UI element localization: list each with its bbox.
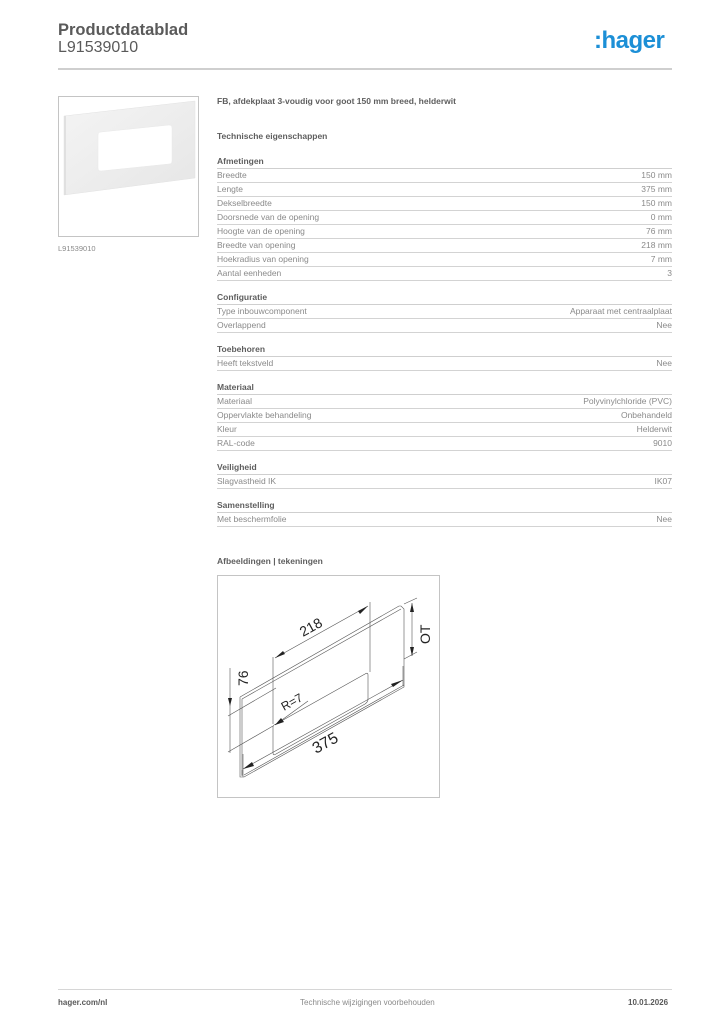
section-title: Afmetingen — [217, 155, 672, 169]
spec-value: 0 mm — [650, 212, 672, 222]
section-toebehoren — [217, 343, 672, 371]
spec-value: 76 mm — [646, 226, 672, 236]
spec-row — [217, 513, 672, 527]
spec-row — [217, 319, 672, 333]
spec-value: Helderwit — [636, 424, 672, 434]
spec-label: Doorsnede van de opening — [217, 212, 320, 222]
dimension-drawing-icon — [218, 576, 441, 799]
spec-label: RAL-code — [217, 438, 255, 448]
spec-value: 3 — [667, 268, 672, 278]
footer-disclaimer: Technische wijzigingen voorbehouden — [300, 998, 435, 1007]
spec-label: Hoogte van de opening — [217, 226, 305, 236]
spec-label: Type inbouwcomponent — [217, 306, 307, 316]
length-label: 375 — [309, 729, 342, 758]
spec-value: Polyvinylchloride (PVC) — [583, 396, 672, 406]
spec-row — [217, 183, 672, 197]
side-label: OT — [417, 624, 433, 644]
spec-label: Breedte van opening — [217, 240, 296, 250]
section-title: Configuratie — [217, 291, 672, 305]
spec-row — [217, 475, 672, 489]
spec-row — [217, 225, 672, 239]
cover-plate-image-icon — [59, 97, 200, 238]
spec-value: Nee — [656, 320, 672, 330]
section-afmetingen — [217, 155, 672, 281]
spec-row — [217, 423, 672, 437]
spec-label: Aantal eenheden — [217, 268, 282, 278]
spec-label: Kleur — [217, 424, 237, 434]
section-title: Veiligheid — [217, 461, 672, 475]
product-thumbnail — [58, 96, 199, 237]
images-section-title: Afbeeldingen | tekeningen — [217, 556, 323, 566]
section-title: Toebehoren — [217, 343, 672, 357]
spec-row — [217, 169, 672, 183]
spec-value: 9010 — [653, 438, 672, 448]
section-configuratie — [217, 291, 672, 333]
spec-label: Met beschermfolie — [217, 514, 287, 524]
spec-label: Lengte — [217, 184, 243, 194]
spec-label: Hoekradius van opening — [217, 254, 309, 264]
spec-value: Onbehandeld — [620, 410, 672, 420]
website-link[interactable]: hager.com/nl — [58, 998, 108, 1007]
spec-row — [217, 253, 672, 267]
page-title: Productdatablad — [58, 21, 189, 39]
spec-value: Nee — [656, 514, 672, 524]
spec-value: 218 mm — [641, 240, 672, 250]
spec-label: Oppervlakte behandeling — [217, 410, 312, 420]
spec-value: 150 mm — [641, 170, 672, 180]
radius-label: R=7 — [278, 690, 306, 714]
spec-row — [217, 357, 672, 371]
spec-value: 375 mm — [641, 184, 672, 194]
section-title: Samenstelling — [217, 499, 672, 513]
spec-label: Dekselbreedte — [217, 198, 272, 208]
tech-properties-title: Technische eigenschappen — [217, 131, 328, 141]
height-label: 76 — [235, 670, 251, 686]
spec-value: 7 mm — [650, 254, 672, 264]
specifications — [217, 96, 672, 527]
spec-row — [217, 409, 672, 423]
footer-date: 10.01.2026 — [628, 998, 669, 1007]
thumbnail-caption: L91539010 — [58, 244, 96, 253]
spec-label: Slagvastheid IK — [217, 476, 277, 486]
spec-label: Overlappend — [217, 320, 266, 330]
width-label: 218 — [296, 614, 325, 640]
spec-row — [217, 197, 672, 211]
product-description: FB, afdekplaat 3-voudig voor goot 150 mm breed, helderwit — [217, 96, 456, 106]
hager-logo: :hager — [594, 27, 665, 54]
spec-row — [217, 395, 672, 409]
technical-drawing — [217, 575, 440, 798]
spec-label: Materiaal — [217, 396, 252, 406]
spec-row — [217, 239, 672, 253]
spec-label: Breedte — [217, 170, 247, 180]
spec-row — [217, 305, 672, 319]
spec-row — [217, 437, 672, 451]
spec-value: IK07 — [654, 476, 672, 486]
spec-value: Nee — [656, 358, 672, 368]
section-veiligheid — [217, 461, 672, 489]
footer-divider — [58, 989, 672, 990]
spec-value: Apparaat met centraalplaat — [569, 306, 672, 316]
spec-label: Heeft tekstveld — [217, 358, 274, 368]
article-number: L91539010 — [58, 39, 139, 56]
spec-row — [217, 211, 672, 225]
section-title: Materiaal — [217, 381, 672, 395]
header-divider — [58, 68, 672, 70]
spec-row — [217, 267, 672, 281]
spec-value: 150 mm — [641, 198, 672, 208]
section-samenstelling — [217, 499, 672, 527]
section-materiaal — [217, 381, 672, 451]
